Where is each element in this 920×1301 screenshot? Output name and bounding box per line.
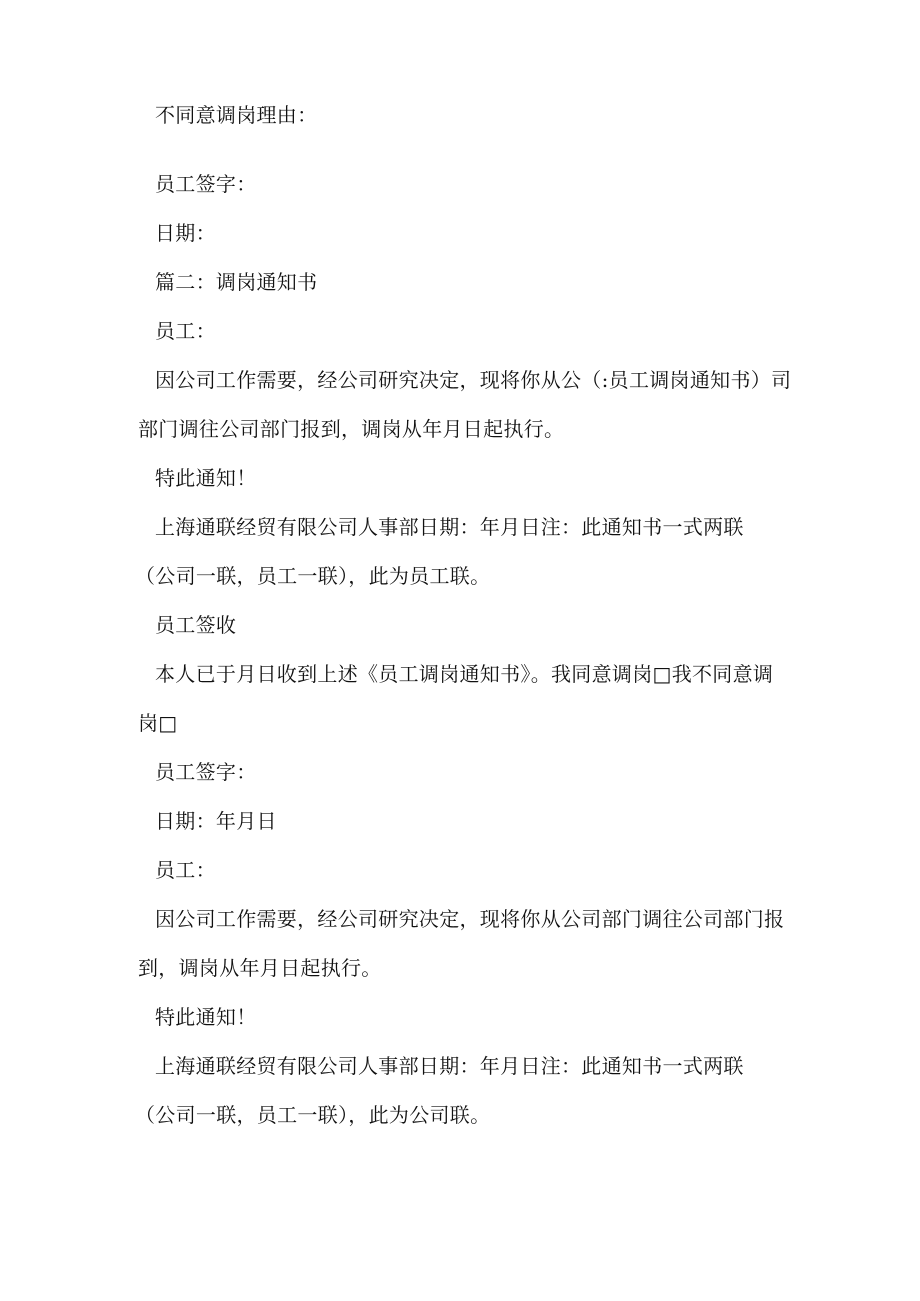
issuer-line: 上海通联经贸有限公司人事部日期：年月日注：此通知书一式两联 <box>155 1054 744 1078</box>
copy-note: （公司一联，员工一联），此为员工联。 <box>135 564 491 588</box>
notice-closing: 特此通知！ <box>155 1005 257 1029</box>
copy-note: （公司一联，员工一联），此为公司联。 <box>135 1103 491 1127</box>
employee-signature-label: 员工签字： <box>155 760 257 784</box>
disagree-reason-label: 不同意调岗理由： <box>155 103 318 127</box>
receipt-paragraph-line: 岗□ <box>138 711 178 735</box>
employee-receipt-heading: 员工签收 <box>155 613 237 637</box>
date-label: 日期： <box>155 221 216 245</box>
receipt-paragraph-line: 本人已于月日收到上述《员工调岗通知书》。我同意调岗□我不同意调 <box>155 662 774 686</box>
notice-paragraph-line: 部门调往公司部门报到，调岗从年月日起执行。 <box>138 417 565 441</box>
section-heading: 篇二：调岗通知书 <box>155 270 318 294</box>
employee-label: 员工： <box>155 319 216 343</box>
employee-signature-label: 员工签字： <box>155 172 257 196</box>
employee-label: 员工： <box>155 858 216 882</box>
issuer-line: 上海通联经贸有限公司人事部日期：年月日注：此通知书一式两联 <box>155 515 744 539</box>
notice-paragraph-line: 到，调岗从年月日起执行。 <box>138 956 382 980</box>
notice-paragraph-line: 因公司工作需要，经公司研究决定，现将你从公（:员工调岗通知书）司 <box>155 368 792 392</box>
date-label: 日期：年月日 <box>155 809 277 833</box>
notice-closing: 特此通知！ <box>155 466 257 490</box>
notice-paragraph-line: 因公司工作需要，经公司研究决定，现将你从公司部门调往公司部门报 <box>155 907 785 931</box>
